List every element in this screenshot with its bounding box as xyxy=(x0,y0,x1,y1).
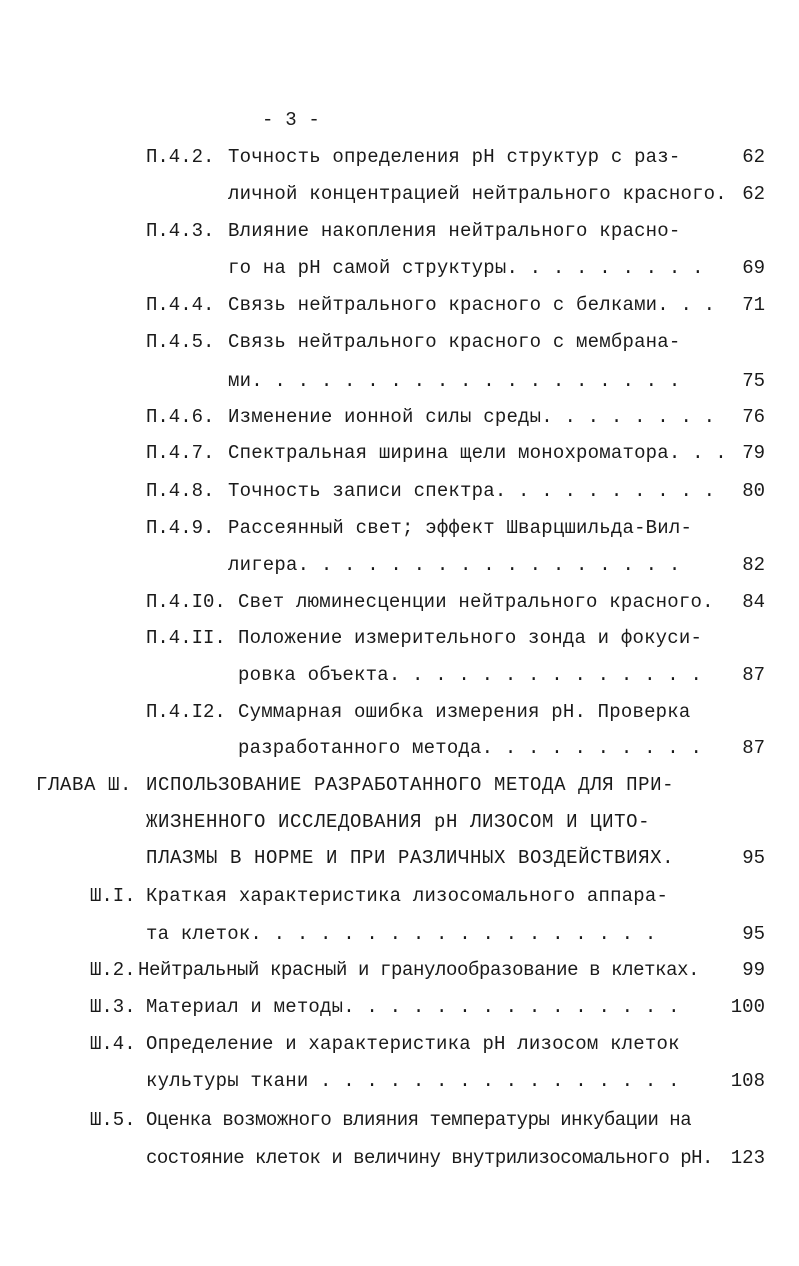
entry-number: П.4.8. xyxy=(146,480,215,502)
entry-number: Ш.4. xyxy=(90,1033,136,1055)
entry-text: Положение измерительного зонда и фокуси- xyxy=(238,627,703,649)
entry-number: П.4.2. xyxy=(146,146,215,168)
entry-text: Оценка возможного влияния температуры инкубации на xyxy=(146,1109,692,1131)
entry-text: Свет люминесценции нейтрального красного. xyxy=(238,591,714,613)
entry-page: 84 xyxy=(742,591,765,613)
entry-page: 100 xyxy=(730,996,765,1018)
chapter-title: ЖИЗНЕННОГО ИССЛЕДОВАНИЯ рН ЛИЗОСОМ И ЦИТО- xyxy=(146,811,651,833)
entry-number: П.4.I2. xyxy=(146,701,226,723)
entry-text: го на рН самой структуры. . . . . . . . . xyxy=(228,257,704,279)
entry-text: Связь нейтрального красного с мембрана- xyxy=(228,331,681,353)
entry-page: 71 xyxy=(742,294,765,316)
chapter-title: ИСПОЛЬЗОВАНИЕ РАЗРАБОТАННОГО МЕТОДА ДЛЯ ПРИ- xyxy=(146,774,675,796)
entry-number: Ш.5. xyxy=(90,1109,136,1131)
entry-number: П.4.4. xyxy=(146,294,215,316)
entry-number: Ш.3. xyxy=(90,996,136,1018)
entry-text: состояние клеток и величину внутрилизосомального рН. xyxy=(146,1147,713,1169)
entry-page: 87 xyxy=(742,737,765,759)
entry-text: Суммарная ошибка измерения рН. Проверка xyxy=(238,701,691,723)
entry-page: 75 xyxy=(742,370,765,392)
chapter-title: ПЛАЗМЫ В НОРМЕ И ПРИ РАЗЛИЧНЫХ ВОЗДЕЙСТВИЯХ. xyxy=(146,847,675,869)
entry-page: 95 xyxy=(742,923,765,945)
entry-number: Ш.2. xyxy=(90,959,136,981)
entry-text: Краткая характеристика лизосомального аппара- xyxy=(146,885,669,907)
entry-text: Точность определения рН структур с раз- xyxy=(228,146,681,168)
entry-text: Влияние накопления нейтрального красно- xyxy=(228,220,681,242)
entry-page: 76 xyxy=(742,406,765,428)
entry-page: 62 xyxy=(742,146,765,168)
entry-text: Связь нейтрального красного с белками. . . xyxy=(228,294,716,316)
entry-text: Изменение ионной силы среды. . . . . . . . xyxy=(228,406,716,428)
entry-text: ми. . . . . . . . . . . . . . . . . . . xyxy=(228,370,681,392)
entry-text: Нейтральный красный и гранулообразование в клетках. xyxy=(138,959,700,981)
entry-text: Точность записи спектра. . . . . . . . . . xyxy=(228,480,716,502)
entry-text: Рассеянный свет; эффект Шварцшильда-Вил- xyxy=(228,517,693,539)
entry-text: разработанного метода. . . . . . . . . . xyxy=(238,737,703,759)
entry-text: Определение и характеристика рН лизосом клеток xyxy=(146,1033,680,1055)
entry-page: 79 xyxy=(742,442,765,464)
entry-number: Ш.I. xyxy=(90,885,136,907)
entry-text: та клеток. . . . . . . . . . . . . . . . . . xyxy=(146,923,657,945)
entry-text: культуры ткани . . . . . . . . . . . . . . . . xyxy=(146,1070,680,1092)
entry-page: 69 xyxy=(742,257,765,279)
entry-page: 62 xyxy=(742,183,765,205)
entry-text: личной концентрацией нейтрального красного. xyxy=(228,183,727,205)
entry-page: 80 xyxy=(742,480,765,502)
entry-number: П.4.6. xyxy=(146,406,215,428)
entry-page: 95 xyxy=(742,847,765,869)
chapter-number: ГЛАВА Ш. xyxy=(36,774,133,796)
entry-text: лигера. . . . . . . . . . . . . . . . . xyxy=(228,554,681,576)
entry-number: П.4.5. xyxy=(146,331,215,353)
page-number: - 3 - xyxy=(262,109,321,131)
entry-number: П.4.7. xyxy=(146,442,215,464)
entry-text: ровка объекта. . . . . . . . . . . . . . xyxy=(238,664,703,686)
entry-text: Спектральная ширина щели монохроматора. . . xyxy=(228,442,727,464)
entry-number: П.4.9. xyxy=(146,517,215,539)
entry-number: П.4.3. xyxy=(146,220,215,242)
entry-number: П.4.I0. xyxy=(146,591,226,613)
entry-page: 108 xyxy=(730,1070,765,1092)
entry-number: П.4.II. xyxy=(146,627,226,649)
entry-text: Материал и методы. . . . . . . . . . . . . . . xyxy=(146,996,680,1018)
entry-page: 123 xyxy=(730,1147,765,1169)
entry-page: 82 xyxy=(742,554,765,576)
entry-page: 87 xyxy=(742,664,765,686)
entry-page: 99 xyxy=(742,959,765,981)
